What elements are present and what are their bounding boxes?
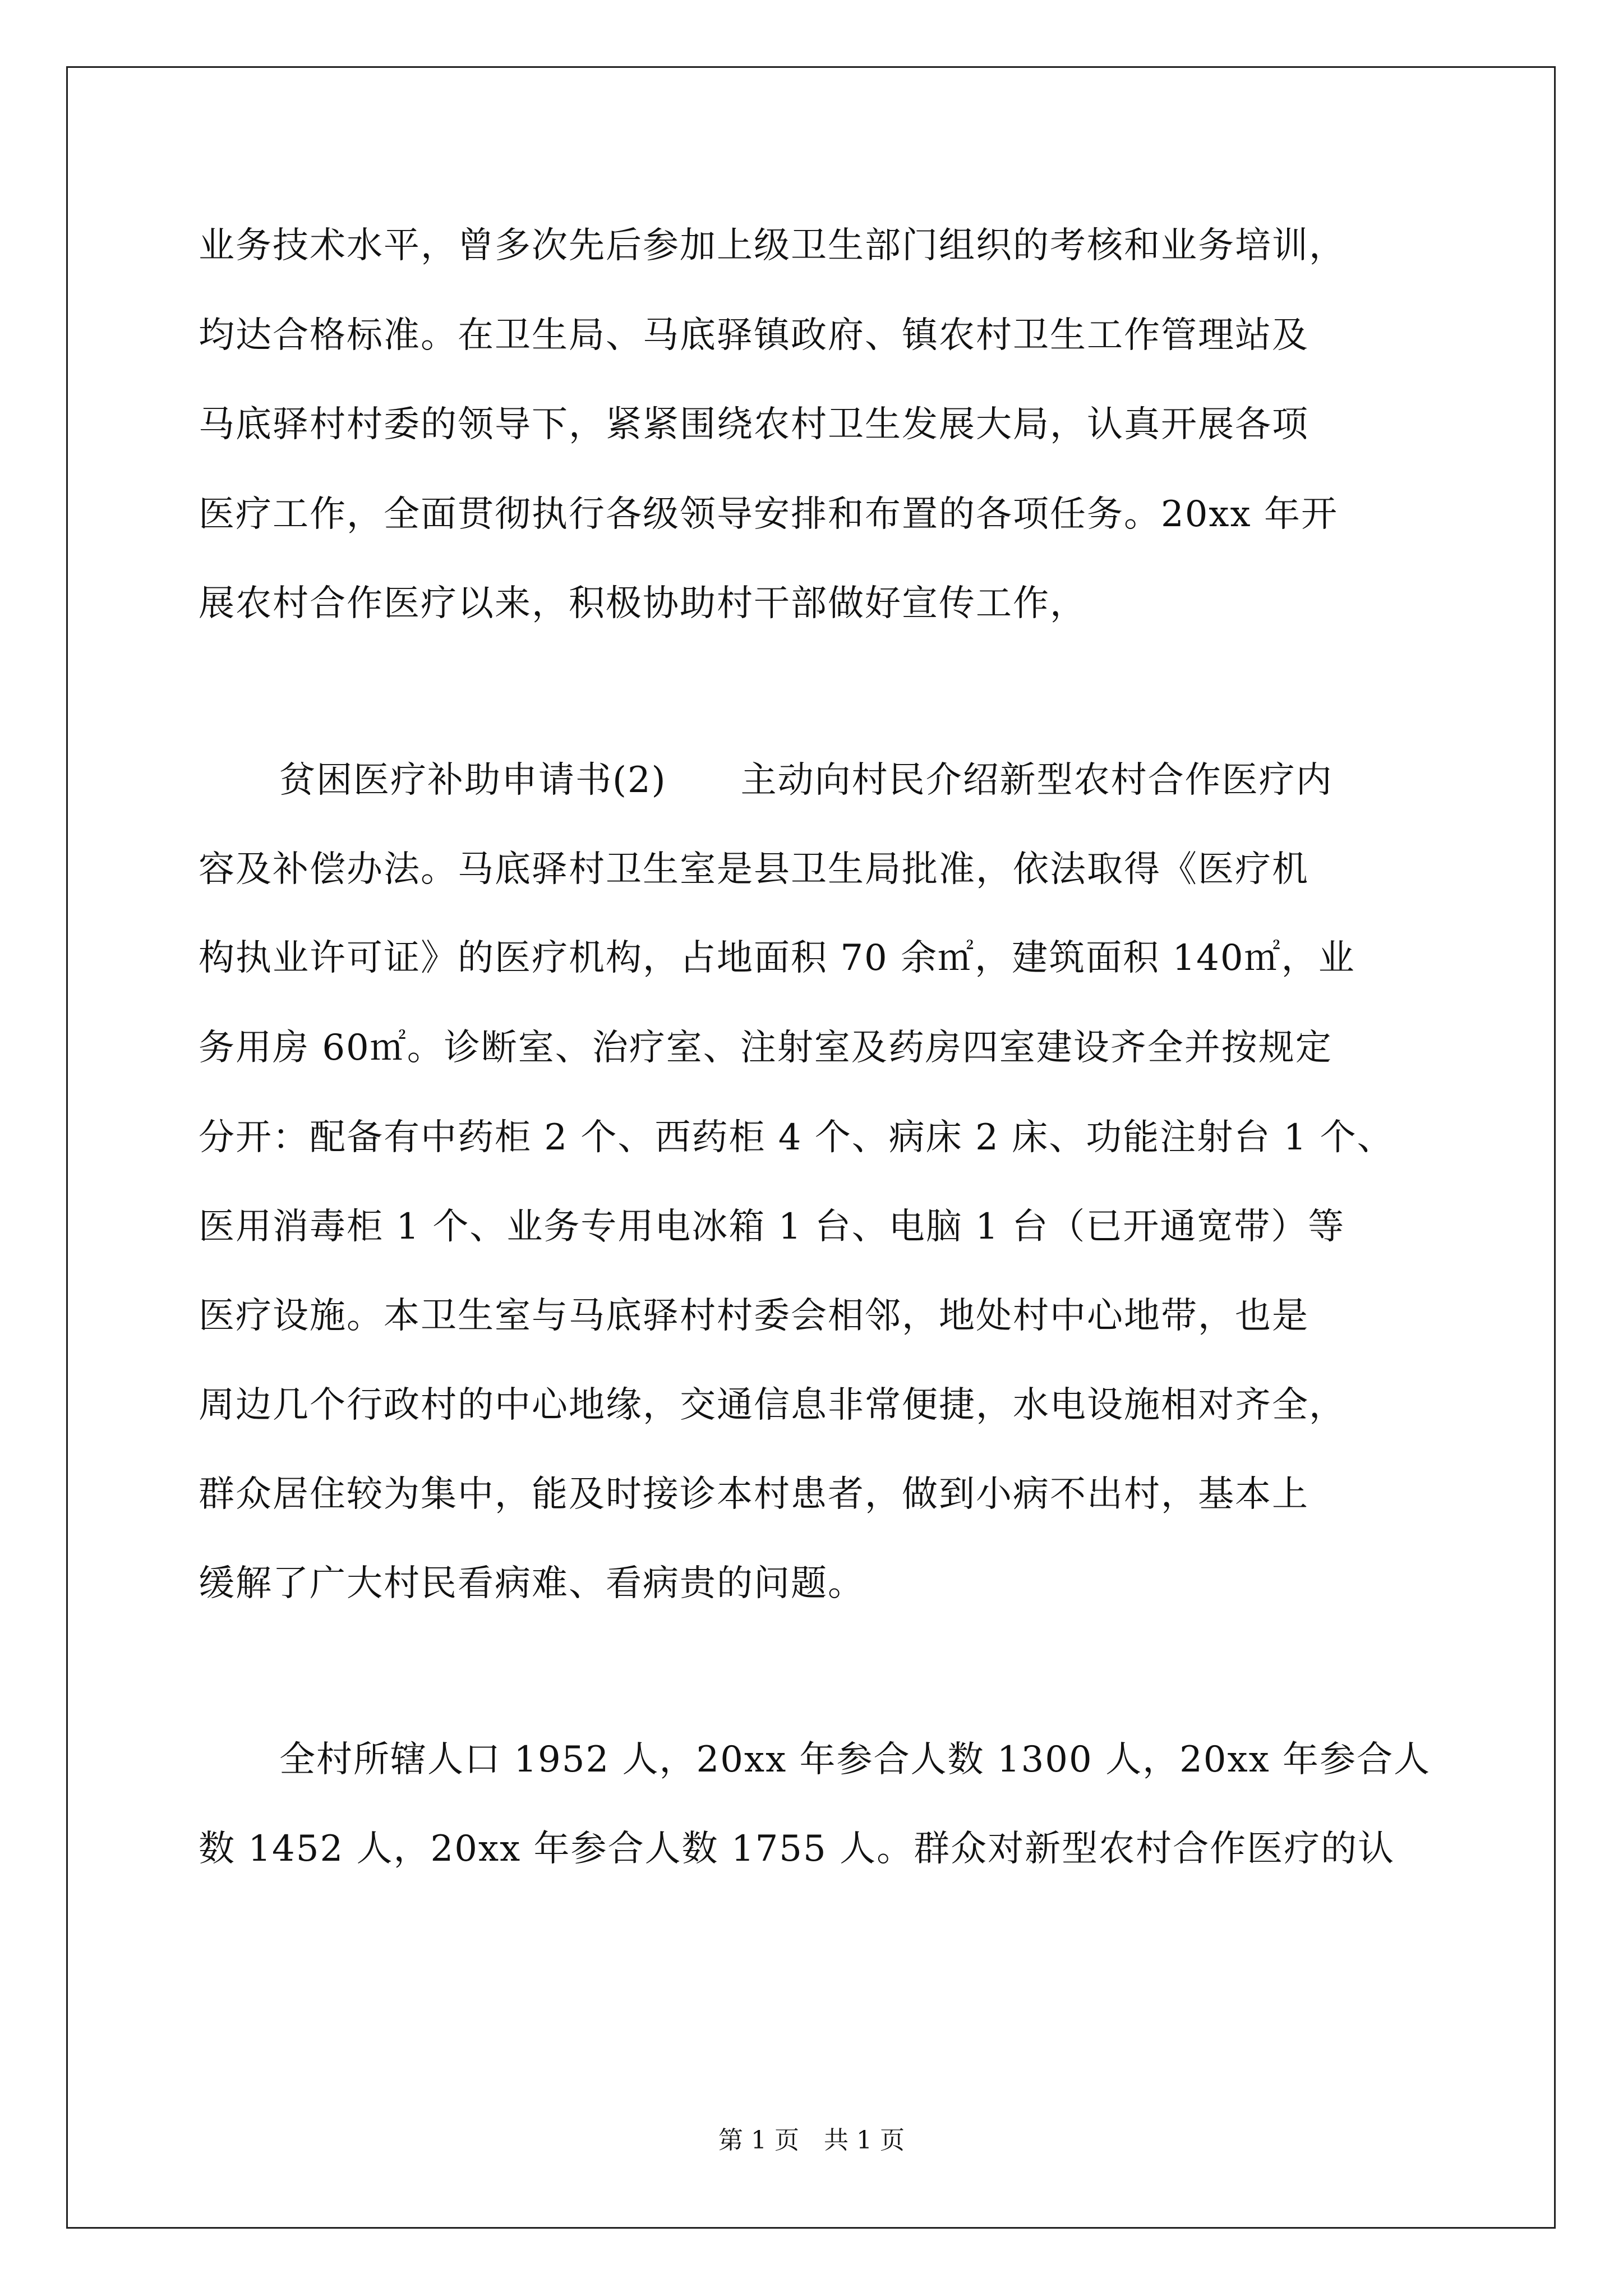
text-line: 业务技术水平，曾多次先后参加上级卫生部门组织的考核和业务培训， (199, 225, 1346, 266)
text-line: 周边几个行政村的中心地缘，交通信息非常便捷，水电设施相对齐全， (199, 1384, 1346, 1426)
text-line: 群众居住较为集中，能及时接诊本村患者，做到小病不出村，基本上 (199, 1474, 1309, 1515)
text-line: 贫困医疗补助申请书(2) 主动向村民介绍新型农村合作医疗内 (279, 760, 1333, 801)
text-line: 医用消毒柜 1 个、业务专用电冰箱 1 台、电脑 1 台（已开通宽带）等 (199, 1206, 1345, 1248)
text-line: 缓解了广大村民看病难、看病贵的问题。 (199, 1563, 865, 1604)
text-line: 务用房 60㎡。诊断室、治疗室、注射室及药房四室建设齐全并按规定 (199, 1027, 1332, 1069)
text-line: 全村所辖人口 1952 人，20xx 年参合人数 1300 人，20xx 年参合人 (279, 1739, 1431, 1780)
text-line: 容及补偿办法。马底驿村卫生室是县卫生局批准，依法取得《医疗机 (199, 849, 1309, 890)
page-footer: 第 1 页 共 1 页 (718, 2126, 905, 2155)
text-line: 构执业许可证》的医疗机构，占地面积 70 余㎡，建筑面积 140㎡，业 (199, 937, 1355, 979)
text-line: 医疗工作，全面贯彻执行各级领导安排和布置的各项任务。20xx 年开 (199, 494, 1338, 535)
text-line: 分开：配备有中药柜 2 个、西药柜 4 个、病床 2 床、功能注射台 1 个、 (199, 1117, 1394, 1158)
text-line: 均达合格标准。在卫生局、马底驿镇政府、镇农村卫生工作管理站及 (199, 315, 1309, 356)
text-line: 马底驿村村委的领导下，紧紧围绕农村卫生发展大局，认真开展各项 (199, 404, 1309, 445)
text-line: 数 1452 人，20xx 年参合人数 1755 人。群众对新型农村合作医疗的认 (199, 1828, 1395, 1870)
text-line: 展农村合作医疗以来，积极协助村干部做好宣传工作， (199, 583, 1087, 624)
text-line: 医疗设施。本卫生室与马底驿村村委会相邻，地处村中心地带，也是 (199, 1295, 1309, 1337)
